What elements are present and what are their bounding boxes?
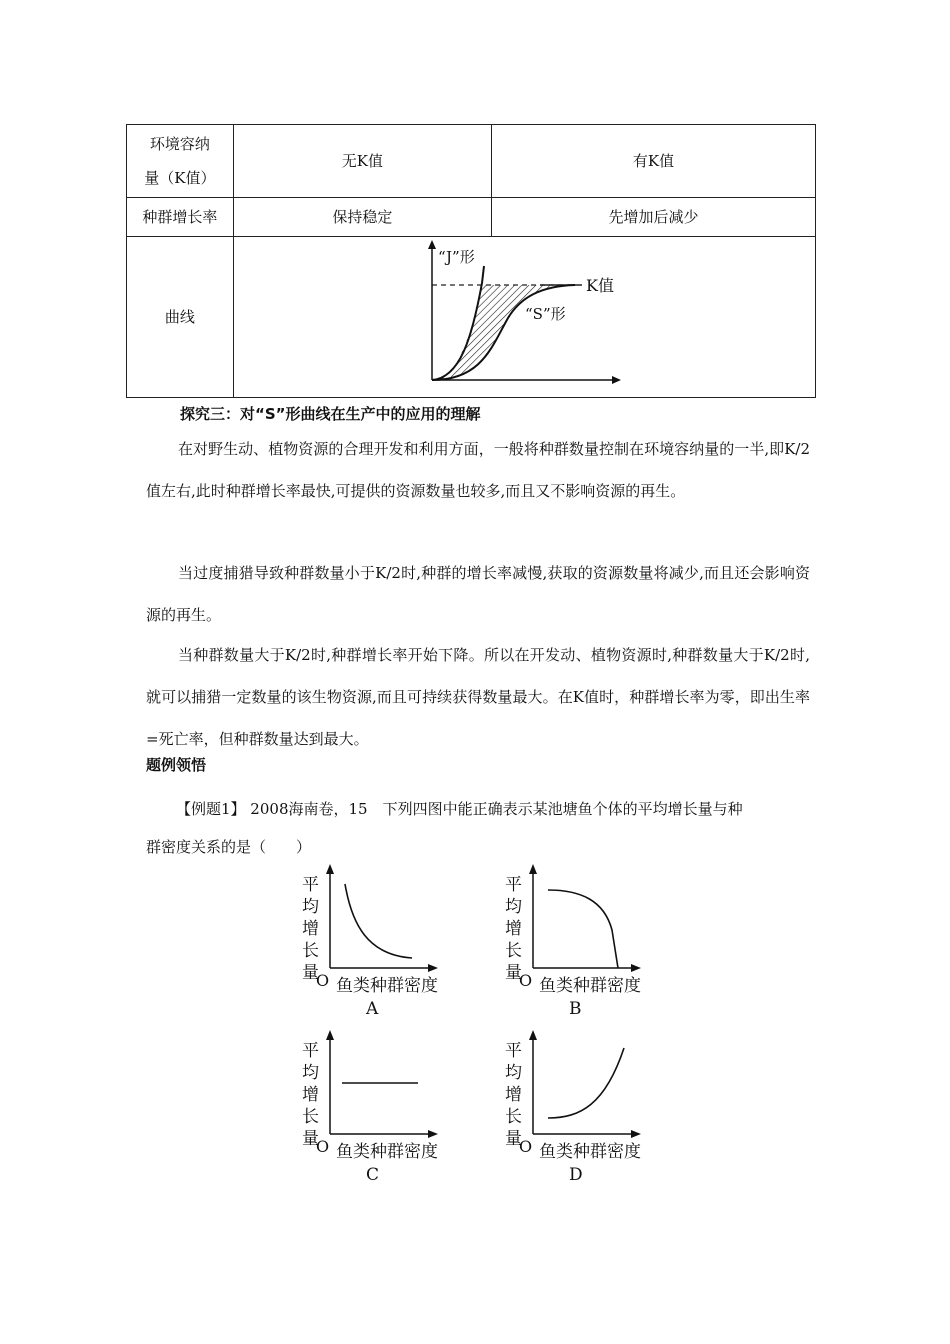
question-1-line1: 【例题1】 2008海南卷，15 下列四图中能正确表示某池塘鱼个体的平均增长量与种 xyxy=(176,800,743,818)
y-label-char: 均 xyxy=(505,897,522,917)
y-label-char: 长 xyxy=(505,1107,522,1127)
data-curve xyxy=(548,1048,624,1118)
x-arrow xyxy=(631,964,641,972)
y-label-char: 增 xyxy=(505,1085,522,1105)
y-arrow xyxy=(529,1030,537,1040)
y-label-char: 量 xyxy=(302,1129,319,1149)
k-label: K值 xyxy=(586,276,614,295)
y-label-char: 增 xyxy=(302,1085,319,1105)
table-row xyxy=(127,198,816,237)
y-label-char: 量 xyxy=(302,963,319,983)
y-label-char: 平 xyxy=(505,875,522,895)
data-curve xyxy=(548,890,618,968)
option-letter: A xyxy=(366,999,379,1019)
option-letter: D xyxy=(569,1165,583,1185)
x-arrow xyxy=(428,964,438,972)
y-label-char: 均 xyxy=(505,1063,522,1083)
x-label: 鱼类种群密度 xyxy=(539,976,641,996)
origin-label: O xyxy=(519,971,533,990)
x-label: 鱼类种群密度 xyxy=(336,976,438,996)
x-arrow xyxy=(428,1130,438,1138)
question-1-line2: 群密度关系的是（ ） xyxy=(146,838,312,856)
row-label-growth-rate: 种群增长率 xyxy=(127,198,234,237)
origin-label: O xyxy=(316,971,330,990)
cell-stable: 保持稳定 xyxy=(233,198,491,237)
y-label-char: 平 xyxy=(505,1041,522,1061)
examples-heading: 题例领悟 xyxy=(146,756,207,774)
option-letter: C xyxy=(366,1165,380,1185)
y-label-char: 量 xyxy=(505,963,522,983)
x-arrow xyxy=(631,1130,641,1138)
row-label-k-value: 环境容纳 量（K值） xyxy=(127,125,234,198)
row-label-curve: 曲线 xyxy=(127,237,234,398)
y-label-char: 平 xyxy=(302,875,319,895)
y-label-char: 均 xyxy=(302,897,319,917)
y-label-char: 增 xyxy=(302,919,319,939)
x-label: 鱼类种群密度 xyxy=(336,1142,438,1162)
paragraph-2: 当过度捕猎导致种群数量小于K/2时,种群的增长率减慢,获取的资源数量将减少,而且还会影响资源的再生。 xyxy=(146,564,810,624)
origin-label: O xyxy=(316,1137,330,1156)
cell-no-k: 无K值 xyxy=(233,125,491,198)
table-row xyxy=(127,125,816,198)
j-label: “J”形 xyxy=(438,248,475,266)
y-arrow xyxy=(326,1030,334,1040)
y-label-char: 量 xyxy=(505,1129,522,1149)
y-label-char: 均 xyxy=(302,1063,319,1083)
option-letter: B xyxy=(569,999,582,1019)
js-curve-figure xyxy=(420,238,640,388)
y-label-char: 长 xyxy=(302,1107,319,1127)
s-label: “S”形 xyxy=(525,305,566,323)
paragraph-1: 在对野生动、植物资源的合理开发和利用方面，一般将种群数量控制在环境容纳量的一半,即K/2值左右,此时种群增长率最快,可提供的资源数量也较多,而且又不影响资源的再生。 xyxy=(146,440,810,500)
y-label-char: 增 xyxy=(505,919,522,939)
origin-label: O xyxy=(519,1137,533,1156)
paragraph-3: 当种群数量大于K/2时,种群增长率开始下降。所以在开发动、植物资源时,种群数量大于K/2时,就可以捕猎一定数量的该生物资源,而且可持续获得数量最大。在K值时，种群增长率为零，即出生率=死亡率，但种群数量达到最大。 xyxy=(146,646,810,748)
y-label-char: 长 xyxy=(302,941,319,961)
x-label: 鱼类种群密度 xyxy=(539,1142,641,1162)
cell-increase-decrease: 先增加后减少 xyxy=(491,198,815,237)
section3-heading: 探究三：对“S”形曲线在生产中的应用的理解 xyxy=(180,405,481,423)
y-label-char: 平 xyxy=(302,1041,319,1061)
data-curve xyxy=(345,884,412,958)
y-label-char: 长 xyxy=(505,941,522,961)
cell-has-k: 有K值 xyxy=(491,125,815,198)
